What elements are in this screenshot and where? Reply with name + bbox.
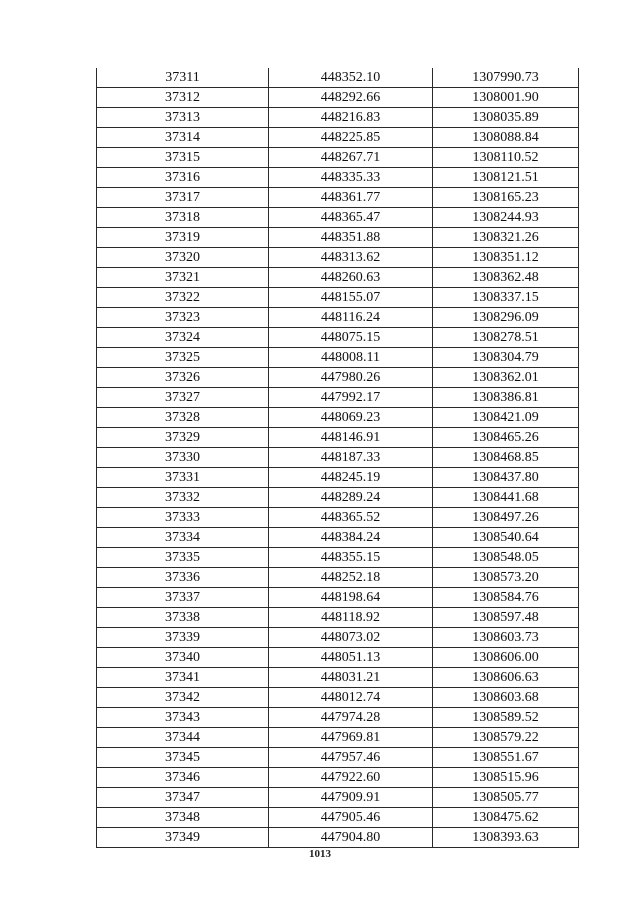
table-row	[97, 568, 579, 588]
y-coordinate-cell: 1308296.09	[433, 308, 579, 328]
table-row	[97, 808, 579, 828]
x-coordinate-cell: 448313.62	[269, 248, 433, 268]
x-coordinate-cell: 448292.66	[269, 88, 433, 108]
table-row	[97, 488, 579, 508]
y-coordinate-cell: 1308606.63	[433, 668, 579, 688]
point-id-cell: 37337	[97, 588, 269, 608]
point-id-cell: 37313	[97, 108, 269, 128]
point-id-cell: 37316	[97, 168, 269, 188]
x-coordinate-cell: 448365.47	[269, 208, 433, 228]
point-id-cell: 37344	[97, 728, 269, 748]
table-row	[97, 228, 579, 248]
y-coordinate-cell: 1308579.22	[433, 728, 579, 748]
x-coordinate-cell: 447905.46	[269, 808, 433, 828]
point-id-cell: 37323	[97, 308, 269, 328]
table-row	[97, 168, 579, 188]
table-row	[97, 68, 579, 88]
table-row	[97, 708, 579, 728]
coordinates-table-body	[97, 68, 579, 848]
table-row	[97, 408, 579, 428]
point-id-cell: 37318	[97, 208, 269, 228]
table-row	[97, 248, 579, 268]
table-row	[97, 548, 579, 568]
y-coordinate-cell: 1308110.52	[433, 148, 579, 168]
point-id-cell: 37326	[97, 368, 269, 388]
y-coordinate-cell: 1308548.05	[433, 548, 579, 568]
table-row	[97, 208, 579, 228]
y-coordinate-cell: 1308573.20	[433, 568, 579, 588]
y-coordinate-cell: 1308362.48	[433, 268, 579, 288]
table-row	[97, 368, 579, 388]
y-coordinate-cell: 1308441.68	[433, 488, 579, 508]
y-coordinate-cell: 1308337.15	[433, 288, 579, 308]
x-coordinate-cell: 448260.63	[269, 268, 433, 288]
table-row	[97, 88, 579, 108]
point-id-cell: 37329	[97, 428, 269, 448]
y-coordinate-cell: 1308165.23	[433, 188, 579, 208]
table-row	[97, 828, 579, 848]
y-coordinate-cell: 1308386.81	[433, 388, 579, 408]
x-coordinate-cell: 448245.19	[269, 468, 433, 488]
x-coordinate-cell: 447909.91	[269, 788, 433, 808]
point-id-cell: 37334	[97, 528, 269, 548]
x-coordinate-cell: 448252.18	[269, 568, 433, 588]
x-coordinate-cell: 448116.24	[269, 308, 433, 328]
x-coordinate-cell: 447980.26	[269, 368, 433, 388]
point-id-cell: 37349	[97, 828, 269, 848]
point-id-cell: 37319	[97, 228, 269, 248]
point-id-cell: 37342	[97, 688, 269, 708]
table-row	[97, 788, 579, 808]
x-coordinate-cell: 447974.28	[269, 708, 433, 728]
y-coordinate-cell: 1307990.73	[433, 68, 579, 88]
table-row	[97, 468, 579, 488]
y-coordinate-cell: 1308351.12	[433, 248, 579, 268]
point-id-cell: 37314	[97, 128, 269, 148]
x-coordinate-cell: 448361.77	[269, 188, 433, 208]
table-row	[97, 328, 579, 348]
x-coordinate-cell: 448155.07	[269, 288, 433, 308]
table-row	[97, 288, 579, 308]
point-id-cell: 37332	[97, 488, 269, 508]
point-id-cell: 37331	[97, 468, 269, 488]
y-coordinate-cell: 1308362.01	[433, 368, 579, 388]
table-row	[97, 148, 579, 168]
y-coordinate-cell: 1308603.68	[433, 688, 579, 708]
x-coordinate-cell: 448267.71	[269, 148, 433, 168]
y-coordinate-cell: 1308515.96	[433, 768, 579, 788]
point-id-cell: 37347	[97, 788, 269, 808]
y-coordinate-cell: 1308606.00	[433, 648, 579, 668]
table-row	[97, 588, 579, 608]
point-id-cell: 37336	[97, 568, 269, 588]
point-id-cell: 37315	[97, 148, 269, 168]
x-coordinate-cell: 447969.81	[269, 728, 433, 748]
point-id-cell: 37328	[97, 408, 269, 428]
point-id-cell: 37339	[97, 628, 269, 648]
table-row	[97, 428, 579, 448]
point-id-cell: 37312	[97, 88, 269, 108]
y-coordinate-cell: 1308421.09	[433, 408, 579, 428]
table-row	[97, 128, 579, 148]
point-id-cell: 37327	[97, 388, 269, 408]
coordinates-table	[96, 68, 579, 848]
x-coordinate-cell: 448146.91	[269, 428, 433, 448]
y-coordinate-cell: 1308278.51	[433, 328, 579, 348]
point-id-cell: 37322	[97, 288, 269, 308]
y-coordinate-cell: 1308321.26	[433, 228, 579, 248]
y-coordinate-cell: 1308551.67	[433, 748, 579, 768]
x-coordinate-cell: 448225.85	[269, 128, 433, 148]
y-coordinate-cell: 1308088.84	[433, 128, 579, 148]
y-coordinate-cell: 1308393.63	[433, 828, 579, 848]
point-id-cell: 37341	[97, 668, 269, 688]
table-row	[97, 748, 579, 768]
x-coordinate-cell: 448012.74	[269, 688, 433, 708]
page-number: 1013	[309, 848, 331, 860]
y-coordinate-cell: 1308505.77	[433, 788, 579, 808]
x-coordinate-cell: 448008.11	[269, 348, 433, 368]
point-id-cell: 37335	[97, 548, 269, 568]
y-coordinate-cell: 1308468.85	[433, 448, 579, 468]
x-coordinate-cell: 447904.80	[269, 828, 433, 848]
table-row	[97, 608, 579, 628]
table-row	[97, 728, 579, 748]
y-coordinate-cell: 1308589.52	[433, 708, 579, 728]
y-coordinate-cell: 1308597.48	[433, 608, 579, 628]
table-row	[97, 388, 579, 408]
point-id-cell: 37311	[97, 68, 269, 88]
point-id-cell: 37324	[97, 328, 269, 348]
table-row	[97, 528, 579, 548]
x-coordinate-cell: 448365.52	[269, 508, 433, 528]
y-coordinate-cell: 1308437.80	[433, 468, 579, 488]
x-coordinate-cell: 448075.15	[269, 328, 433, 348]
table-row	[97, 308, 579, 328]
x-coordinate-cell: 447957.46	[269, 748, 433, 768]
point-id-cell: 37320	[97, 248, 269, 268]
table-row	[97, 648, 579, 668]
table-row	[97, 448, 579, 468]
table-row	[97, 688, 579, 708]
x-coordinate-cell: 448051.13	[269, 648, 433, 668]
point-id-cell: 37338	[97, 608, 269, 628]
x-coordinate-cell: 448355.15	[269, 548, 433, 568]
y-coordinate-cell: 1308001.90	[433, 88, 579, 108]
point-id-cell: 37317	[97, 188, 269, 208]
table-row	[97, 268, 579, 288]
x-coordinate-cell: 447922.60	[269, 768, 433, 788]
table-row	[97, 668, 579, 688]
y-coordinate-cell: 1308304.79	[433, 348, 579, 368]
x-coordinate-cell: 448352.10	[269, 68, 433, 88]
y-coordinate-cell: 1308540.64	[433, 528, 579, 548]
point-id-cell: 37325	[97, 348, 269, 368]
point-id-cell: 37346	[97, 768, 269, 788]
table-row	[97, 188, 579, 208]
point-id-cell: 37321	[97, 268, 269, 288]
y-coordinate-cell: 1308603.73	[433, 628, 579, 648]
x-coordinate-cell: 448335.33	[269, 168, 433, 188]
table-row	[97, 508, 579, 528]
x-coordinate-cell: 448384.24	[269, 528, 433, 548]
y-coordinate-cell: 1308035.89	[433, 108, 579, 128]
table-row	[97, 628, 579, 648]
table-row	[97, 768, 579, 788]
x-coordinate-cell: 448069.23	[269, 408, 433, 428]
x-coordinate-cell: 448198.64	[269, 588, 433, 608]
x-coordinate-cell: 448031.21	[269, 668, 433, 688]
point-id-cell: 37345	[97, 748, 269, 768]
point-id-cell: 37330	[97, 448, 269, 468]
x-coordinate-cell: 447992.17	[269, 388, 433, 408]
y-coordinate-cell: 1308475.62	[433, 808, 579, 828]
x-coordinate-cell: 448187.33	[269, 448, 433, 468]
y-coordinate-cell: 1308465.26	[433, 428, 579, 448]
x-coordinate-cell: 448289.24	[269, 488, 433, 508]
y-coordinate-cell: 1308244.93	[433, 208, 579, 228]
table-row	[97, 108, 579, 128]
y-coordinate-cell: 1308497.26	[433, 508, 579, 528]
table-row	[97, 348, 579, 368]
x-coordinate-cell: 448118.92	[269, 608, 433, 628]
y-coordinate-cell: 1308584.76	[433, 588, 579, 608]
point-id-cell: 37333	[97, 508, 269, 528]
x-coordinate-cell: 448073.02	[269, 628, 433, 648]
point-id-cell: 37348	[97, 808, 269, 828]
point-id-cell: 37343	[97, 708, 269, 728]
x-coordinate-cell: 448216.83	[269, 108, 433, 128]
x-coordinate-cell: 448351.88	[269, 228, 433, 248]
point-id-cell: 37340	[97, 648, 269, 668]
y-coordinate-cell: 1308121.51	[433, 168, 579, 188]
